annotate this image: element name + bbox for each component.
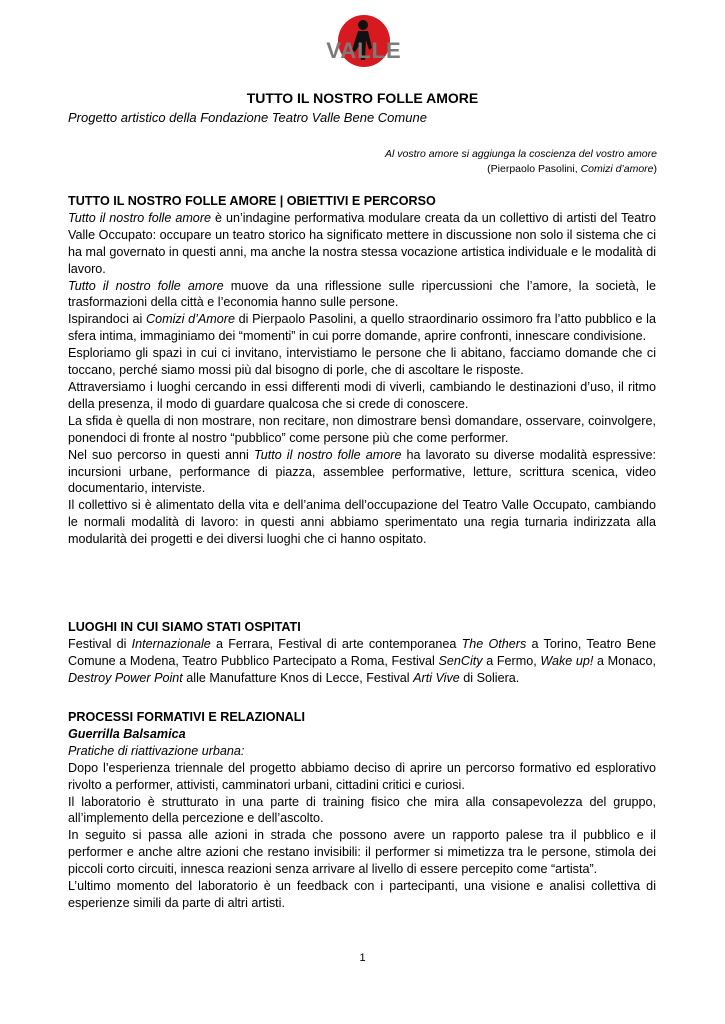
paragraph: Attraversiamo i luoghi cercando in essi differenti modi di viverli, cambiando le destinazioni d’uso, il ritmo della presenza, il modo di guardare qualcosa che si crede di conoscere. — [68, 379, 656, 411]
valle-logo — [322, 14, 406, 80]
section-luoghi — [68, 619, 656, 687]
paragraph: Dopo l’esperienza triennale del progetto abbiamo deciso di aprire un percorso formativo ed esplorativo rivolto a performer, attivisti, camminatori urbani, cittadini critici e curiosi. — [68, 760, 656, 792]
epigraph-attribution: (Pierpaolo Pasolini, Comizi d’amore) — [487, 163, 657, 175]
paragraph: In seguito si passa alle azioni in strada che possono avere un rapporto palese tra il pubblico e il performer e anche altre azioni che restano invisibili: il performer si mimetizza tra le persone, stimola dei piccoli corto circuiti, innesca reazioni senza arrivare al livello di essere percepito come “artista”. — [68, 828, 656, 877]
document-subtitle: Progetto artistico della Fondazione Teatro Valle Bene Comune — [68, 110, 427, 125]
paragraph: Nel suo percorso in questi anni Tutto il nostro folle amore ha lavorato su diverse modalità espressive: incursioni urbane, performance di piazza, assemblee performative, letture, scrittura scenica, video documentario, interviste. — [68, 447, 656, 496]
logo-text: VALLE — [326, 38, 402, 63]
paragraph: Esploriamo gli spazi in cui ci invitano, intervistiamo le persone che li abitano, facciamo domande che ci toccano, perché siamo mossi più dal bisogno di porle, che di ascoltare le risposte. — [68, 346, 656, 378]
paragraph: Ispirandoci ai Comizi d’Amore di Pierpaolo Pasolini, a quello straordinario ossimoro fra l’atto pubblico e la sfera intima, immaginiamo dei “momenti” in cui porre domande, aprire confronti, innescare condivisione. — [68, 312, 656, 344]
epigraph-quote: Al vostro amore si aggiunga la coscienza del vostro amore — [385, 148, 657, 160]
paragraph: Il laboratorio è strutturato in una parte di training fisico che mira alla consapevolezza del gruppo, all’implemento della percezione e dell’ascolto. — [68, 794, 656, 826]
section-obiettivi — [68, 193, 656, 548]
section-subheading: Guerrilla Balsamica — [68, 726, 186, 741]
section-heading: PROCESSI FORMATIVI E RELAZIONALI — [68, 710, 305, 724]
document-title: TUTTO IL NOSTRO FOLLE AMORE — [246, 90, 479, 106]
section-processi — [68, 709, 656, 912]
paragraph: Tutto il nostro folle amore è un’indagine performativa modulare creata da un collettivo di artisti del Teatro Valle Occupato: occupare un teatro storico ha significato mettere in discussione non solo il sistema che ci ha mal governato in questi anni, ma anche la nostra stessa vocazione artistica individuale e le modalità di lavoro. — [68, 210, 656, 276]
paragraph: Festival di Internazionale a Ferrara, Festival di arte contemporanea The Others a Torino, Teatro Bene Comune a Modena, Teatro Pubblico Partecipato a Roma, Festival SenCity a Fermo, Wake up! a Monaco, Destroy Power Point alle Manufatture Knos di Lecce, Festival Arti Vive di Soliera. — [68, 636, 656, 685]
paragraph: Pratiche di riattivazione urbana: — [68, 743, 245, 758]
paragraph: Il collettivo si è alimentato della vita e dell’anima dell’occupazione del Teatro Valle Occupato, cambiando le normali modalità di lavoro: in questi anni abbiamo sperimentato una regia turnaria indirizzata alla modularità dei progetti e dei diversi luoghi che ci hanno ospitato. — [68, 498, 656, 547]
paragraph: L’ultimo momento del laboratorio è un feedback con i partecipanti, una visione e analisi collettiva di esperienze simili da parte di altri artisti. — [68, 879, 656, 910]
paragraph: Tutto il nostro folle amore muove da una riflessione sulle ripercussioni che l’amore, la società, le trasformazioni della città e l’economia hanno sulle persone. — [68, 278, 656, 310]
paragraph: La sfida è quella di non mostrare, non recitare, non dimostrare bensì domandare, osservare, coinvolgere, ponendoci di fronte al nostro “pubblico” come persone più che come performer. — [68, 413, 656, 445]
page-number: 1 — [359, 952, 366, 964]
valle-logo-graphic — [322, 14, 406, 80]
section-heading: LUOGHI IN CUI SIAMO STATI OSPITATI — [68, 620, 301, 634]
section-heading: TUTTO IL NOSTRO FOLLE AMORE | OBIETTIVI E PERCORSO — [68, 194, 436, 208]
